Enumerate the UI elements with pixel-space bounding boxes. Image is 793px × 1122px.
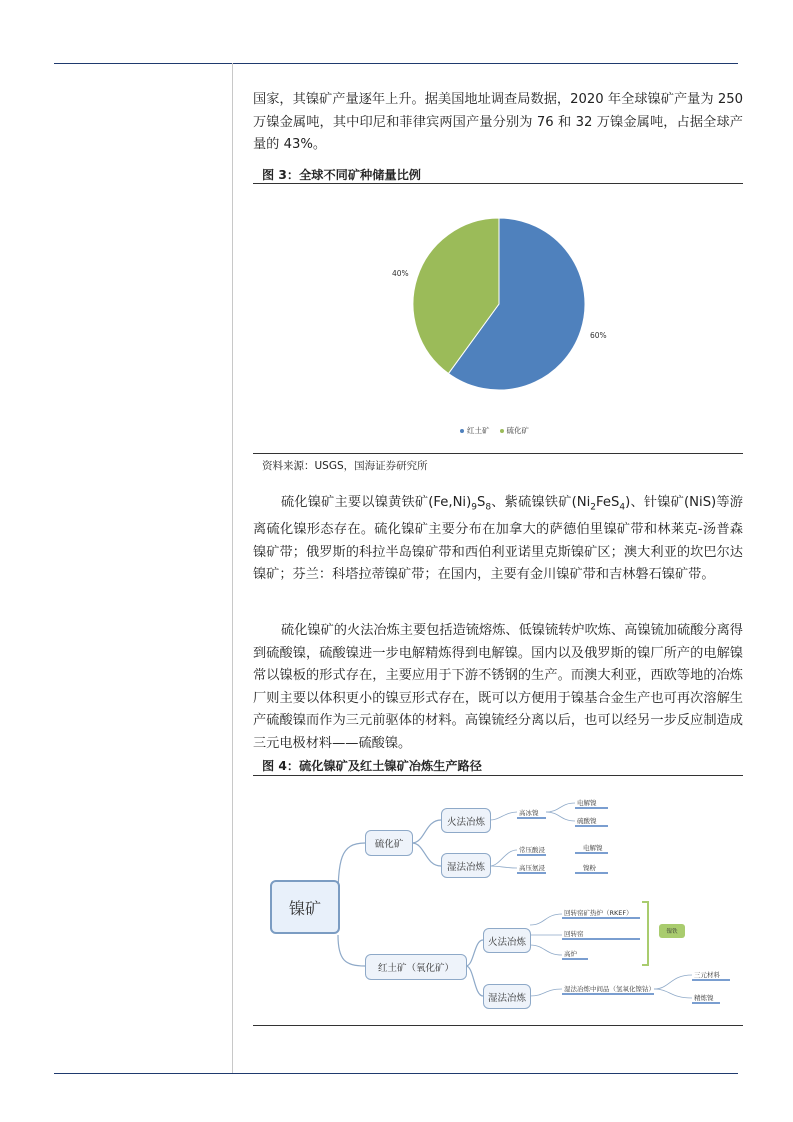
mindmap-bracket [642, 902, 648, 965]
pie-chart [413, 218, 585, 390]
leaf-atm-acid-leach: 常压酸浸 [519, 846, 545, 854]
legend-label-laterite: 红土矿 [467, 426, 490, 435]
legend-item-sulfide [500, 425, 530, 436]
figure-4-title: 图 4：硫化镍矿及红土镍矿冶炼生产路径 [262, 759, 482, 773]
mindmap-node-sulfide-fire: 火法冶炼 [441, 808, 491, 833]
mindmap-node-sulfide: 硫化矿 [365, 830, 413, 856]
mindmap-small-connectors [490, 803, 692, 998]
figure-3-bottom-rule [253, 453, 743, 454]
p2-sub3: 2 [590, 502, 597, 513]
leaf-refined-nickel: 精炼镍 [694, 994, 714, 1002]
p2-sub4: 4 [619, 502, 626, 513]
p2-part1: 硫化镍矿主要以镍黄铁矿(Fe,Ni) [281, 495, 472, 510]
leaf-nickel-sulfate: 硫酸镍 [577, 817, 597, 825]
p2-part2: S [476, 495, 486, 510]
p2-part3: 、紫硫镍铁矿(Ni [491, 495, 591, 510]
p2-sub1: 9 [471, 502, 477, 513]
mindmap-node-laterite-wet: 湿法冶炼 [483, 984, 531, 1009]
leaf-rotary-kiln: 回转窑 [564, 930, 584, 938]
figure-3-title: 图 3：全球不同矿种储量比例 [262, 168, 421, 182]
leaf-electro-nickel-2: 电解镍 [583, 844, 603, 852]
leaf-mhp: 湿法冶炼中间品（氢氧化镍钴） [564, 985, 655, 993]
p2-sub2: 8 [485, 502, 492, 513]
figure-4-bottom-rule [253, 1025, 743, 1026]
legend-swatch-sulfide [500, 429, 504, 433]
leaf-ferronickel: 镍铁 [659, 924, 685, 938]
leaf-blast-furnace: 高炉 [564, 950, 577, 958]
figure-3-source: 资料来源：USGS，国海证券研究所 [262, 460, 428, 472]
p2-part4: FeS [596, 495, 620, 510]
leaf-electro-nickel: 电解镍 [577, 799, 597, 807]
mindmap-root-nickel-ore: 镍矿 [270, 880, 340, 934]
mindmap-node-sulfide-wet: 湿法冶炼 [441, 853, 491, 878]
leaf-high-ice-nickel: 高冰镍 [519, 809, 539, 817]
leaf-rkef: 回转窑矿热炉（RKEF） [564, 909, 633, 917]
legend-label-sulfide: 硫化矿 [506, 426, 529, 435]
paragraph-intro: 国家，其镍矿产量逐年上升。据美国地址调查局数据，2020 年全球镍矿产量为 250 万镍金属吨，其中印尼和菲律宾两国产量分别为 76 和 32 万镍金属吨，占据全球产量的 43%。 [253, 92, 743, 153]
paragraph-smelting: 硫化镍矿的火法冶炼主要包括造锍熔炼、低镍锍转炉吹炼、高镍锍加硫酸分离得到硫酸镍，硫酸镍进一步电解精炼得到电解镍。国内以及俄罗斯的镍厂所产的电解镍常以镍板的形式存在，主要应用于下游不锈钢的生产。而澳大利亚，西欧等地的冶炼厂则主要以体积更小的镍豆形式存在，既可以方便用于镍基合金生产也可再次溶解生产硫酸镍而作为三元前驱体的材料。高镍锍经分离以后，也可以经另一步反应制造成三元电极材料——硫酸镍。 [253, 623, 743, 751]
figure-4-top-rule [253, 775, 743, 776]
chart-legend [460, 425, 529, 436]
leaf-nickel-powder: 镍粉 [583, 864, 596, 872]
pie-label-laterite: 60% [590, 331, 607, 340]
leaf-hp-ammonia-leach: 高压氨浸 [519, 864, 545, 872]
pie-label-sulfide: 40% [392, 269, 409, 278]
leaf-ternary-material: 三元材料 [694, 971, 720, 979]
paragraph-sulfide-ore [253, 492, 743, 587]
legend-swatch-laterite [460, 429, 464, 433]
legend-item-laterite [460, 425, 490, 436]
p2-part5: )、针镍矿(NiS)等游离硫化镍形态存在。硫化镍矿主要分布在加拿大的萨德伯里镍矿带和林莱克-汤普森镍矿带；俄罗斯的科拉半岛镍矿带和西伯利亚诺里克斯镍矿区；澳大利亚的坎巴尔达镍矿；芬兰：科塔拉蒂镍矿带；在国内，主要有金川镍矿带和吉林磐石镍矿带。 [253, 495, 743, 583]
mindmap-node-laterite: 红土矿（氧化矿） [365, 954, 467, 980]
mindmap-node-laterite-fire: 火法冶炼 [483, 928, 531, 953]
